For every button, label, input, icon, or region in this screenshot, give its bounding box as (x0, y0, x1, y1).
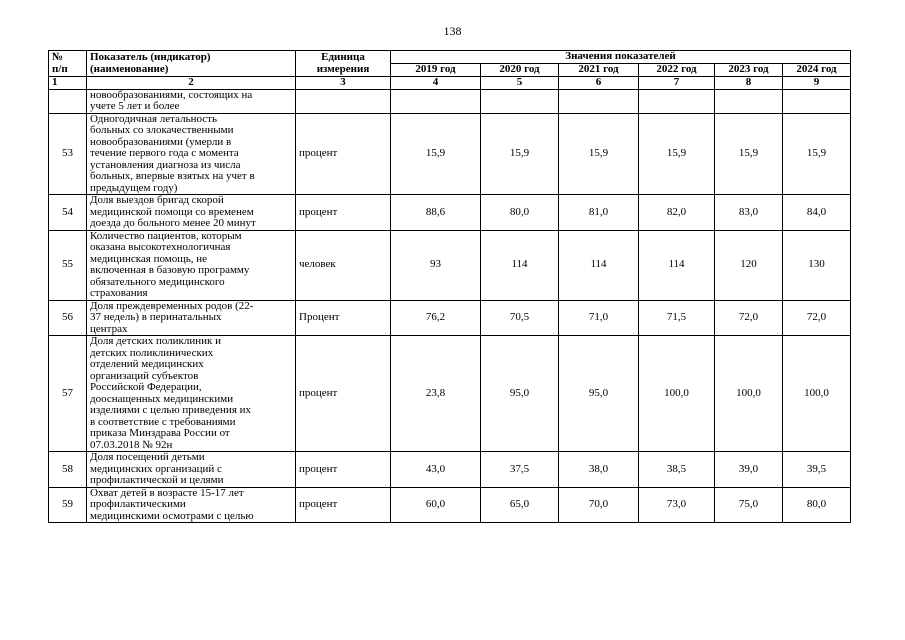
indicator-name-line: дооснащенных медицинскими (90, 392, 234, 405)
row-number: 56 (49, 300, 87, 336)
indicator-name-line: изделиями с целью приведения их (90, 404, 252, 416)
indicator-value: 75,0 (715, 487, 783, 523)
header-unit-line1: Единица (321, 51, 365, 63)
indicator-name-line: Одногодичная летальность (90, 112, 217, 125)
indicator-value (639, 89, 715, 113)
header-no-line1: № (52, 51, 64, 63)
indicator-value: 72,0 (715, 300, 783, 336)
unit-of-measure: человек (296, 230, 391, 300)
indicator-value: 73,0 (639, 487, 715, 523)
table-row (49, 230, 851, 300)
row-number: 55 (49, 230, 87, 300)
column-number: 5 (481, 77, 559, 90)
header-no-line2: п/п (52, 62, 68, 75)
indicator-name-line: доезда до больного менее 20 минут (90, 217, 256, 229)
indicator-name-line: Российской Федерации, (90, 381, 202, 393)
indicator-name-line: включенная в базовую программу (90, 264, 250, 276)
row-number: 59 (49, 487, 87, 523)
indicator-value: 88,6 (391, 195, 481, 231)
indicator-name-line: в соответствие с требованиями (90, 415, 236, 428)
indicator-name-line: медицинская помощь, не (90, 252, 207, 265)
indicator-value: 65,0 (481, 487, 559, 523)
indicator-value: 15,9 (783, 113, 851, 195)
indicator-value: 84,0 (783, 195, 851, 231)
unit-of-measure (296, 89, 391, 113)
indicator-name-line: Доля выездов бригад скорой (90, 194, 224, 206)
header-unit (296, 51, 391, 77)
header-indicator-line2: (наименование) (90, 62, 169, 75)
column-number-row (49, 77, 851, 90)
indicator-value: 114 (481, 230, 559, 300)
row-number: 54 (49, 195, 87, 231)
indicator-value: 93 (391, 230, 481, 300)
indicator-name-line: Доля посещений детьми (90, 451, 205, 463)
indicator-value: 71,5 (639, 300, 715, 336)
header-unit-line2: измерения (316, 62, 370, 75)
header-row-top (49, 51, 851, 64)
header-indicator-line1: Показатель (индикатор) (90, 51, 211, 63)
header-year: 2022 год (639, 64, 715, 77)
header-year: 2019 год (391, 64, 481, 77)
indicator-name-line: оказана высокотехнологичная (90, 241, 231, 253)
row-number: 53 (49, 113, 87, 195)
row-number: 58 (49, 452, 87, 488)
indicator-name-line: течение первого года с момента (90, 147, 239, 159)
indicator-value: 71,0 (559, 300, 639, 336)
indicator-value: 43,0 (391, 452, 481, 488)
indicator-name-line: новообразованиями (умерли в (90, 135, 232, 148)
header-year: 2021 год (559, 64, 639, 77)
indicator-value (391, 89, 481, 113)
indicator-name-line: страхования (90, 287, 148, 299)
row-number: 57 (49, 336, 87, 452)
indicator-value: 120 (715, 230, 783, 300)
indicator-name-line: центрах (90, 322, 128, 335)
indicator-value: 83,0 (715, 195, 783, 231)
indicator-value: 15,9 (391, 113, 481, 195)
indicator-name-line: приказа Минздрава России от (90, 427, 230, 439)
indicator-value: 15,9 (559, 113, 639, 195)
table-row (49, 336, 851, 452)
indicator-value: 70,0 (559, 487, 639, 523)
indicator-value: 38,0 (559, 452, 639, 488)
indicator-name (87, 195, 296, 231)
indicator-name-line: медицинскими осмотрами с целью (90, 509, 254, 522)
indicator-name-line: Доля преждевременных родов (22- (90, 299, 254, 312)
header-year: 2023 год (715, 64, 783, 77)
column-number: 8 (715, 77, 783, 90)
indicator-value: 95,0 (481, 336, 559, 452)
indicator-value: 37,5 (481, 452, 559, 488)
indicator-name (87, 113, 296, 195)
column-number: 9 (783, 77, 851, 90)
indicator-value: 76,2 (391, 300, 481, 336)
indicator-value: 23,8 (391, 336, 481, 452)
indicator-value: 80,0 (783, 487, 851, 523)
indicator-name-line: установления диагноза из числа (90, 158, 241, 171)
indicator-name-line: новообразованиями, состоящих на (90, 88, 253, 101)
indicator-value: 15,9 (481, 113, 559, 195)
indicator-name (87, 89, 296, 113)
indicator-value: 38,5 (639, 452, 715, 488)
indicator-value: 39,5 (783, 452, 851, 488)
table-row (49, 300, 851, 336)
indicator-value: 100,0 (639, 336, 715, 452)
header-year: 2020 год (481, 64, 559, 77)
indicator-value: 70,5 (481, 300, 559, 336)
column-number: 3 (296, 77, 391, 90)
column-number: 4 (391, 77, 481, 90)
indicator-name (87, 300, 296, 336)
indicator-name (87, 336, 296, 452)
indicator-value: 80,0 (481, 195, 559, 231)
indicator-value: 114 (559, 230, 639, 300)
indicator-value (481, 89, 559, 113)
indicator-value: 15,9 (639, 113, 715, 195)
indicator-name-line: отделений медицинских (90, 358, 204, 370)
indicator-value: 60,0 (391, 487, 481, 523)
indicator-name (87, 452, 296, 488)
column-number: 6 (559, 77, 639, 90)
indicator-name-line: медицинской помощи со временем (90, 205, 254, 218)
indicator-name-line: Доля детских поликлиник и (90, 335, 222, 347)
indicator-name (87, 230, 296, 300)
header-indicator (87, 51, 296, 77)
unit-of-measure: процент (296, 487, 391, 523)
indicator-name-line: 07.03.2018 № 92н (90, 438, 173, 451)
indicator-name-line: учете 5 лет и более (90, 100, 180, 112)
indicator-name-line: медицинских организаций с (90, 462, 222, 475)
indicator-value: 81,0 (559, 195, 639, 231)
indicator-name (87, 487, 296, 523)
indicator-name-line: 37 недель) в перинатальных (90, 311, 222, 323)
indicator-name-line: больных со злокачественными (90, 124, 234, 136)
indicator-value (715, 89, 783, 113)
column-number: 2 (87, 77, 296, 90)
table-row (49, 113, 851, 195)
header-values-title: Значения показателей (391, 51, 851, 64)
column-number: 7 (639, 77, 715, 90)
indicators-table (48, 50, 851, 523)
indicator-name-line: профилактической и целями (90, 474, 224, 486)
table-body (49, 89, 851, 523)
unit-of-measure: процент (296, 195, 391, 231)
unit-of-measure: процент (296, 452, 391, 488)
row-number (49, 89, 87, 113)
indicator-name-line: Охват детей в возрасте 15-17 лет (90, 486, 244, 499)
indicator-name-line: больных, впервые взятых на учет в (90, 170, 255, 182)
header-no (49, 51, 87, 77)
indicator-value: 15,9 (715, 113, 783, 195)
header-year: 2024 год (783, 64, 851, 77)
indicator-name-line: организаций субъектов (90, 369, 199, 382)
indicator-name-line: обязательного медицинского (90, 275, 225, 288)
table-row (49, 452, 851, 488)
unit-of-measure: процент (296, 113, 391, 195)
indicator-name-line: Количество пациентов, которым (90, 229, 242, 242)
indicator-value: 100,0 (715, 336, 783, 452)
indicator-value: 100,0 (783, 336, 851, 452)
unit-of-measure: процент (296, 336, 391, 452)
indicator-value: 130 (783, 230, 851, 300)
table-row (49, 195, 851, 231)
indicator-value: 82,0 (639, 195, 715, 231)
indicator-name-line: профилактическими (90, 498, 186, 510)
indicator-value: 72,0 (783, 300, 851, 336)
table-row (49, 89, 851, 113)
page-number: 138 (443, 24, 462, 38)
column-number: 1 (49, 77, 87, 90)
indicator-name-line: детских поликлинических (90, 346, 214, 359)
table-row (49, 487, 851, 523)
indicator-value (559, 89, 639, 113)
indicator-value: 95,0 (559, 336, 639, 452)
indicator-value (783, 89, 851, 113)
indicator-name-line: предыдущем году) (90, 181, 178, 194)
indicator-value: 39,0 (715, 452, 783, 488)
unit-of-measure: Процент (296, 300, 391, 336)
indicator-value: 114 (639, 230, 715, 300)
